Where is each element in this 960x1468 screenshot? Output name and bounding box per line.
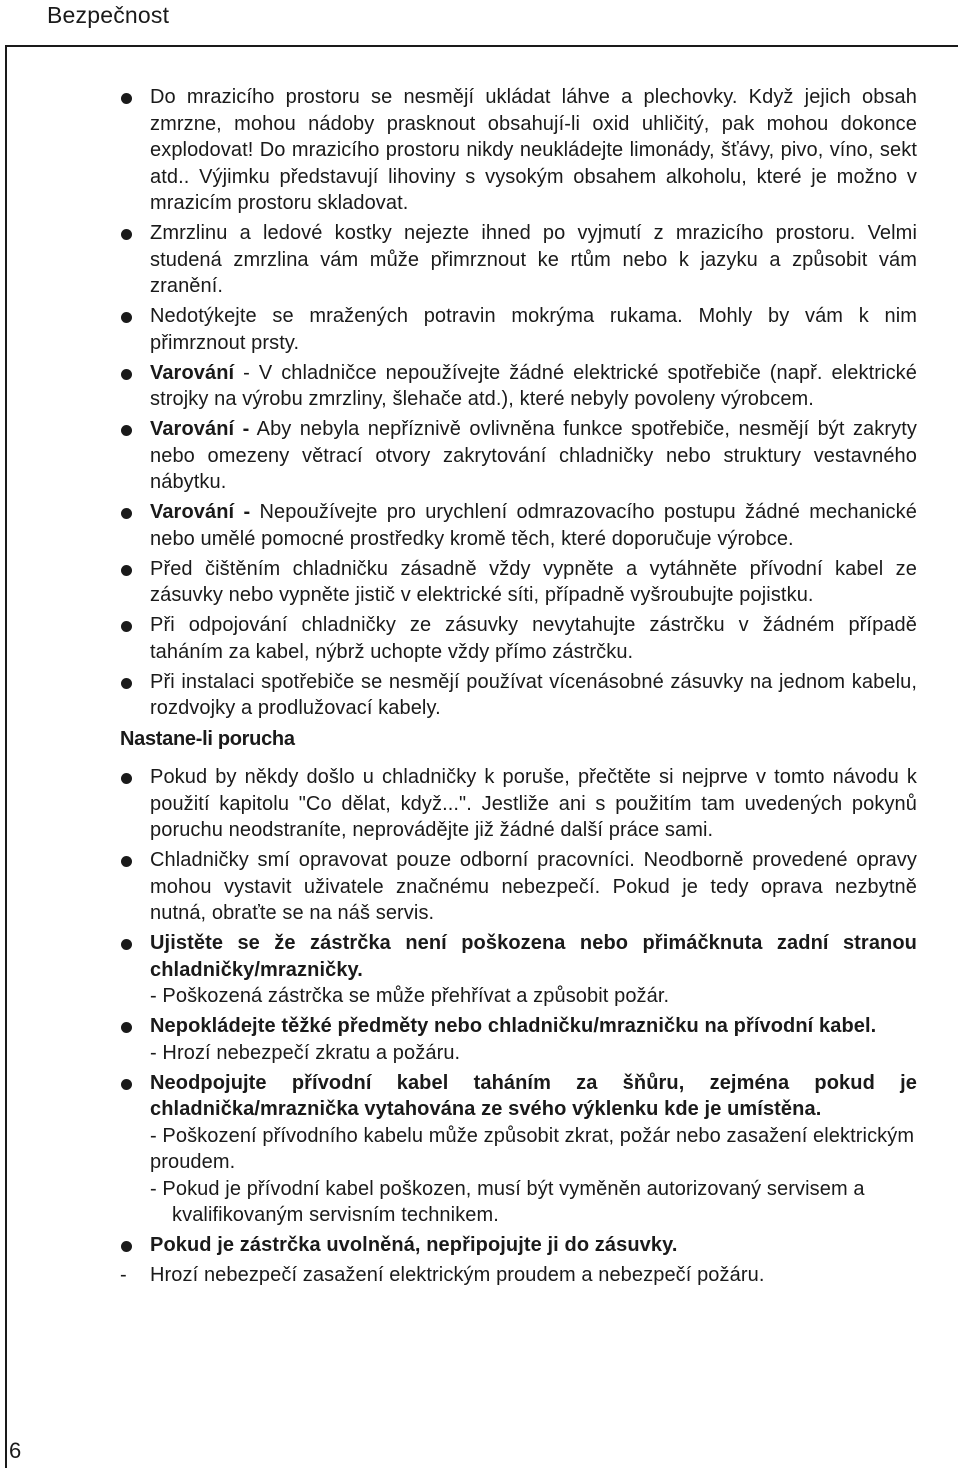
item-text: Nepoužívejte pro urychlení odmrazovacího postupu žádné mechanické nebo umělé pomocné prostředky kromě těch, které doporučuje výrobce. [150,501,917,550]
list-item [120,220,917,300]
final-dash: - [120,1264,127,1286]
item-lead: Varování - [150,501,251,523]
item-note: - Pokud je přívodní kabel poškozen, musí být vyměněn autorizovaný servisem a kvalifikovaným servisním technikem. [150,1177,865,1226]
list-item [120,847,917,927]
final-warning-text: Hrozí nebezpečí zasažení elektrickým proudem a nebezpečí požáru. [150,1264,765,1286]
item-note: - Poškozená zástrčka se může přehřívat a způsobit požár. [150,985,670,1007]
safety-content [120,84,917,1289]
fault-list [120,764,917,1259]
item-text: Chladničky smí opravovat pouze odborní pracovníci. Neodborně provedené opravy mohou vystavit uživatele značnému nebezpečí. Pokud je tedy oprava nezbytně nutná, obraťte se na náš servis. [150,849,917,924]
item-lead: Pokud je zástrčka uvolněná, nepřipojujte ji do zásuvky. [150,1234,678,1256]
item-lead: Varování - [150,418,250,440]
item-note: - Hrozí nebezpečí zkratu a požáru. [150,1041,461,1064]
list-item [120,1070,917,1229]
list-item [120,499,917,552]
item-lead: Nepokládejte těžké předměty nebo chladničku/mrazničku na přívodní kabel. [150,1015,877,1037]
item-text: Při instalaci spotřebiče se nesmějí používat vícenásobné zásuvky na jednom kabelu, rozdvojky a prodlužovací kabely. [150,670,917,719]
item-note: - Poškození přívodního kabelu může způsobit zkrat, požár nebo zasažení elektrickým proudem. [150,1124,915,1173]
list-item [120,669,917,722]
item-text: - V chladničce nepoužívejte žádné elektrické spotřebiče (např. elektrické strojky na výrobu zmrzliny, šlehače atd.), které nebyly povoleny výrobcem. [150,361,917,410]
final-warning [120,1262,917,1289]
item-text: Při odpojování chladničky ze zásuvky nevytahujte zástrčku v žádném případě taháním za kabel, nýbrž uchopte vždy přímo zástrčku. [150,614,917,663]
list-item [120,84,917,217]
section-heading: Nastane-li porucha [120,727,295,750]
item-text: Před čištěním chladničku zásadně vždy vypněte a vytáhněte přívodní kabel ze zásuvky nebo vypněte jistič v elektrické síti, případně vyšroubujte pojistku. [150,557,917,606]
list-item [120,612,917,665]
top-rule-divider [5,45,958,47]
item-lead: Ujistěte se že zástrčka není poškozena nebo přimáčknuta zadní stranou chladničky/mrazničky. [150,932,917,981]
left-rule-divider [5,46,7,1468]
item-text: Zmrzlinu a ledové kostky nejezte ihned po vyjmutí z mrazicího prostoru. Velmi studená zmrzlina vám může přimrznout ke rtům nebo k jazyku a způsobit vám zranění. [150,222,917,297]
safety-list [120,84,917,722]
page-number: 6 [9,1438,22,1463]
item-text: Do mrazicího prostoru se nesmějí ukládat láhve a plechovky. Když jejich obsah zmrzne, mohou nádoby prasknout obsahují-li oxid uhličitý, pak mohou dokonce explodovat! Do mrazicího prostoru nikdy neukládejte limonády, šťávy, pivo, víno, sekt atd.. Výjimku představují lihoviny s vysokým obsahem alkoholu, které je možno v mrazicím prostoru skladovat. [150,86,917,214]
list-item [120,1232,917,1259]
item-text: Pokud by někdy došlo u chladničky k poruše, přečtěte si nejprve v tomto návodu k použití kapitolu "Co dělat, když...". Jestliže ani s použitím tam uvedených pokynů poruchu neodstraníte, neprovádějte již žádné další práce sami. [150,766,917,841]
item-lead: Neodpojujte přívodní kabel taháním za šňůru, zejména pokud je chladnička/mraznička vytahována ze svého výklenku kde je umístěna. [150,1071,917,1120]
list-item [120,556,917,609]
list-item [120,303,917,356]
list-item [120,1013,917,1066]
list-item [120,764,917,844]
list-item [120,930,917,1010]
page-header-title: Bezpečnost [47,2,170,28]
item-text: Nedotýkejte se mražených potravin mokrýma rukama. Mohly by vám k nim přimrznout prsty. [150,305,917,354]
item-text: Aby nebyla nepříznivě ovlivněna funkce spotřebiče, nesmějí být zakryty nebo omezeny větrací otvory zakrytování chladničky nebo struktury vestavného nábytku. [150,418,917,493]
list-item [120,416,917,496]
item-lead: Varování [150,361,235,384]
list-item [120,360,917,413]
